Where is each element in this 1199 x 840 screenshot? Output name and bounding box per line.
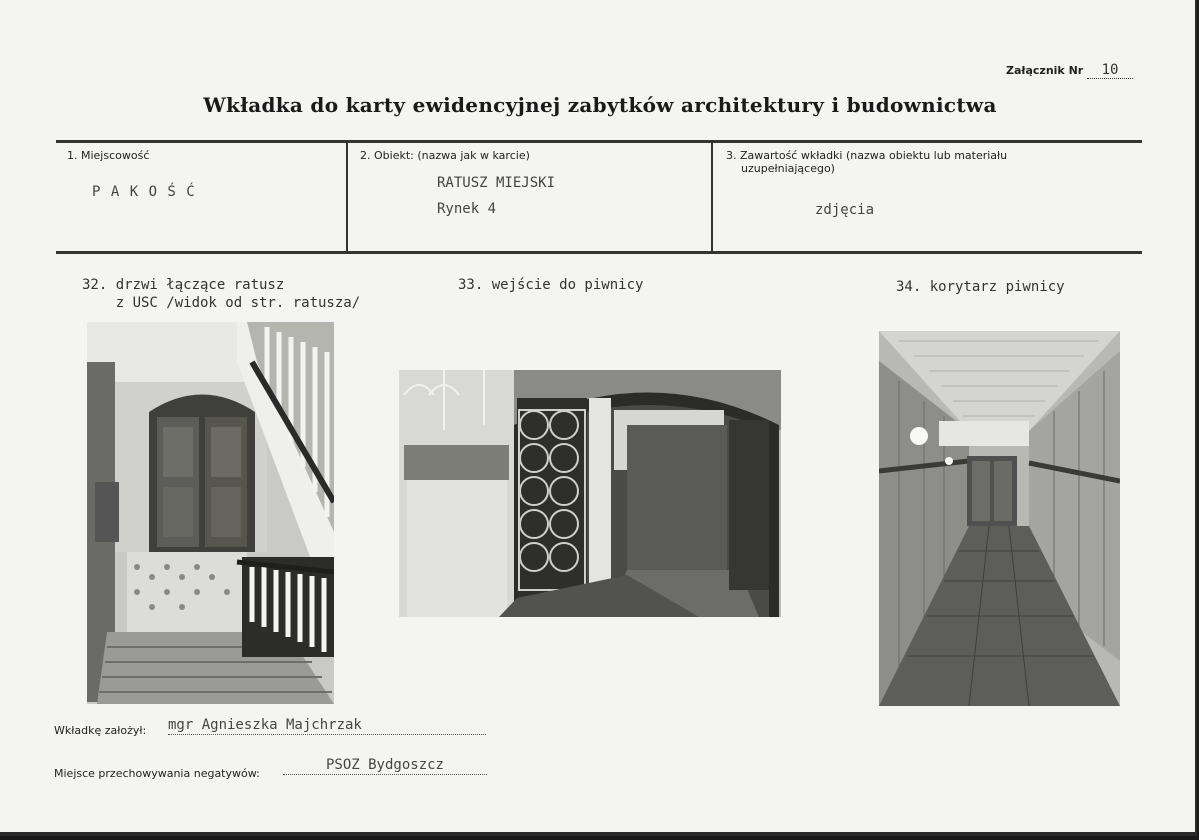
contents-label-line1: 3. Zawartość wkładki (nazwa obiektu lub materiału bbox=[726, 149, 1008, 162]
photo-33-caption: 33. wejście do piwnicy bbox=[458, 277, 644, 293]
photo-32-caption-line2: z USC /widok od str. ratusza/ bbox=[82, 295, 361, 311]
locality-value: P A K O Ś Ć bbox=[92, 184, 196, 200]
contents-label-line2: uzupełniającego) bbox=[741, 162, 835, 175]
document-title: Wkładka do karty ewidencyjnej zabytków architektury i budownictwa bbox=[203, 93, 997, 117]
author-value: mgr Agnieszka Majchrzak bbox=[168, 717, 486, 735]
object-value-line1: RATUSZ MIEJSKI bbox=[437, 175, 556, 191]
contents-value: zdjęcia bbox=[815, 202, 875, 218]
author-label: Wkładkę założył: bbox=[54, 724, 147, 737]
storage-value: PSOZ Bydgoszcz bbox=[283, 757, 487, 775]
storage-label: Miejsce przechowywania negatywów: bbox=[54, 767, 260, 780]
photo-33-cellar-entrance bbox=[399, 370, 781, 617]
locality-label: 1. Miejscowość bbox=[67, 149, 150, 162]
column-divider-2 bbox=[711, 142, 713, 251]
annex-value: 10 bbox=[1087, 62, 1133, 79]
photo-32-caption-line1: 32. drzwi łączące ratusz bbox=[82, 277, 285, 293]
header-rule-top bbox=[56, 140, 1142, 143]
header-rule-bottom bbox=[56, 251, 1142, 254]
column-divider-1 bbox=[346, 142, 348, 251]
annex-label: Załącznik Nr bbox=[1006, 64, 1084, 77]
object-label: 2. Obiekt: (nazwa jak w karcie) bbox=[360, 149, 530, 162]
photo-34-caption: 34. korytarz piwnicy bbox=[896, 279, 1065, 295]
photo-34-cellar-corridor bbox=[879, 331, 1120, 706]
photo-32-staircase-door bbox=[87, 322, 334, 704]
object-value-line2: Rynek 4 bbox=[437, 201, 497, 217]
annex-number bbox=[1006, 62, 1133, 79]
